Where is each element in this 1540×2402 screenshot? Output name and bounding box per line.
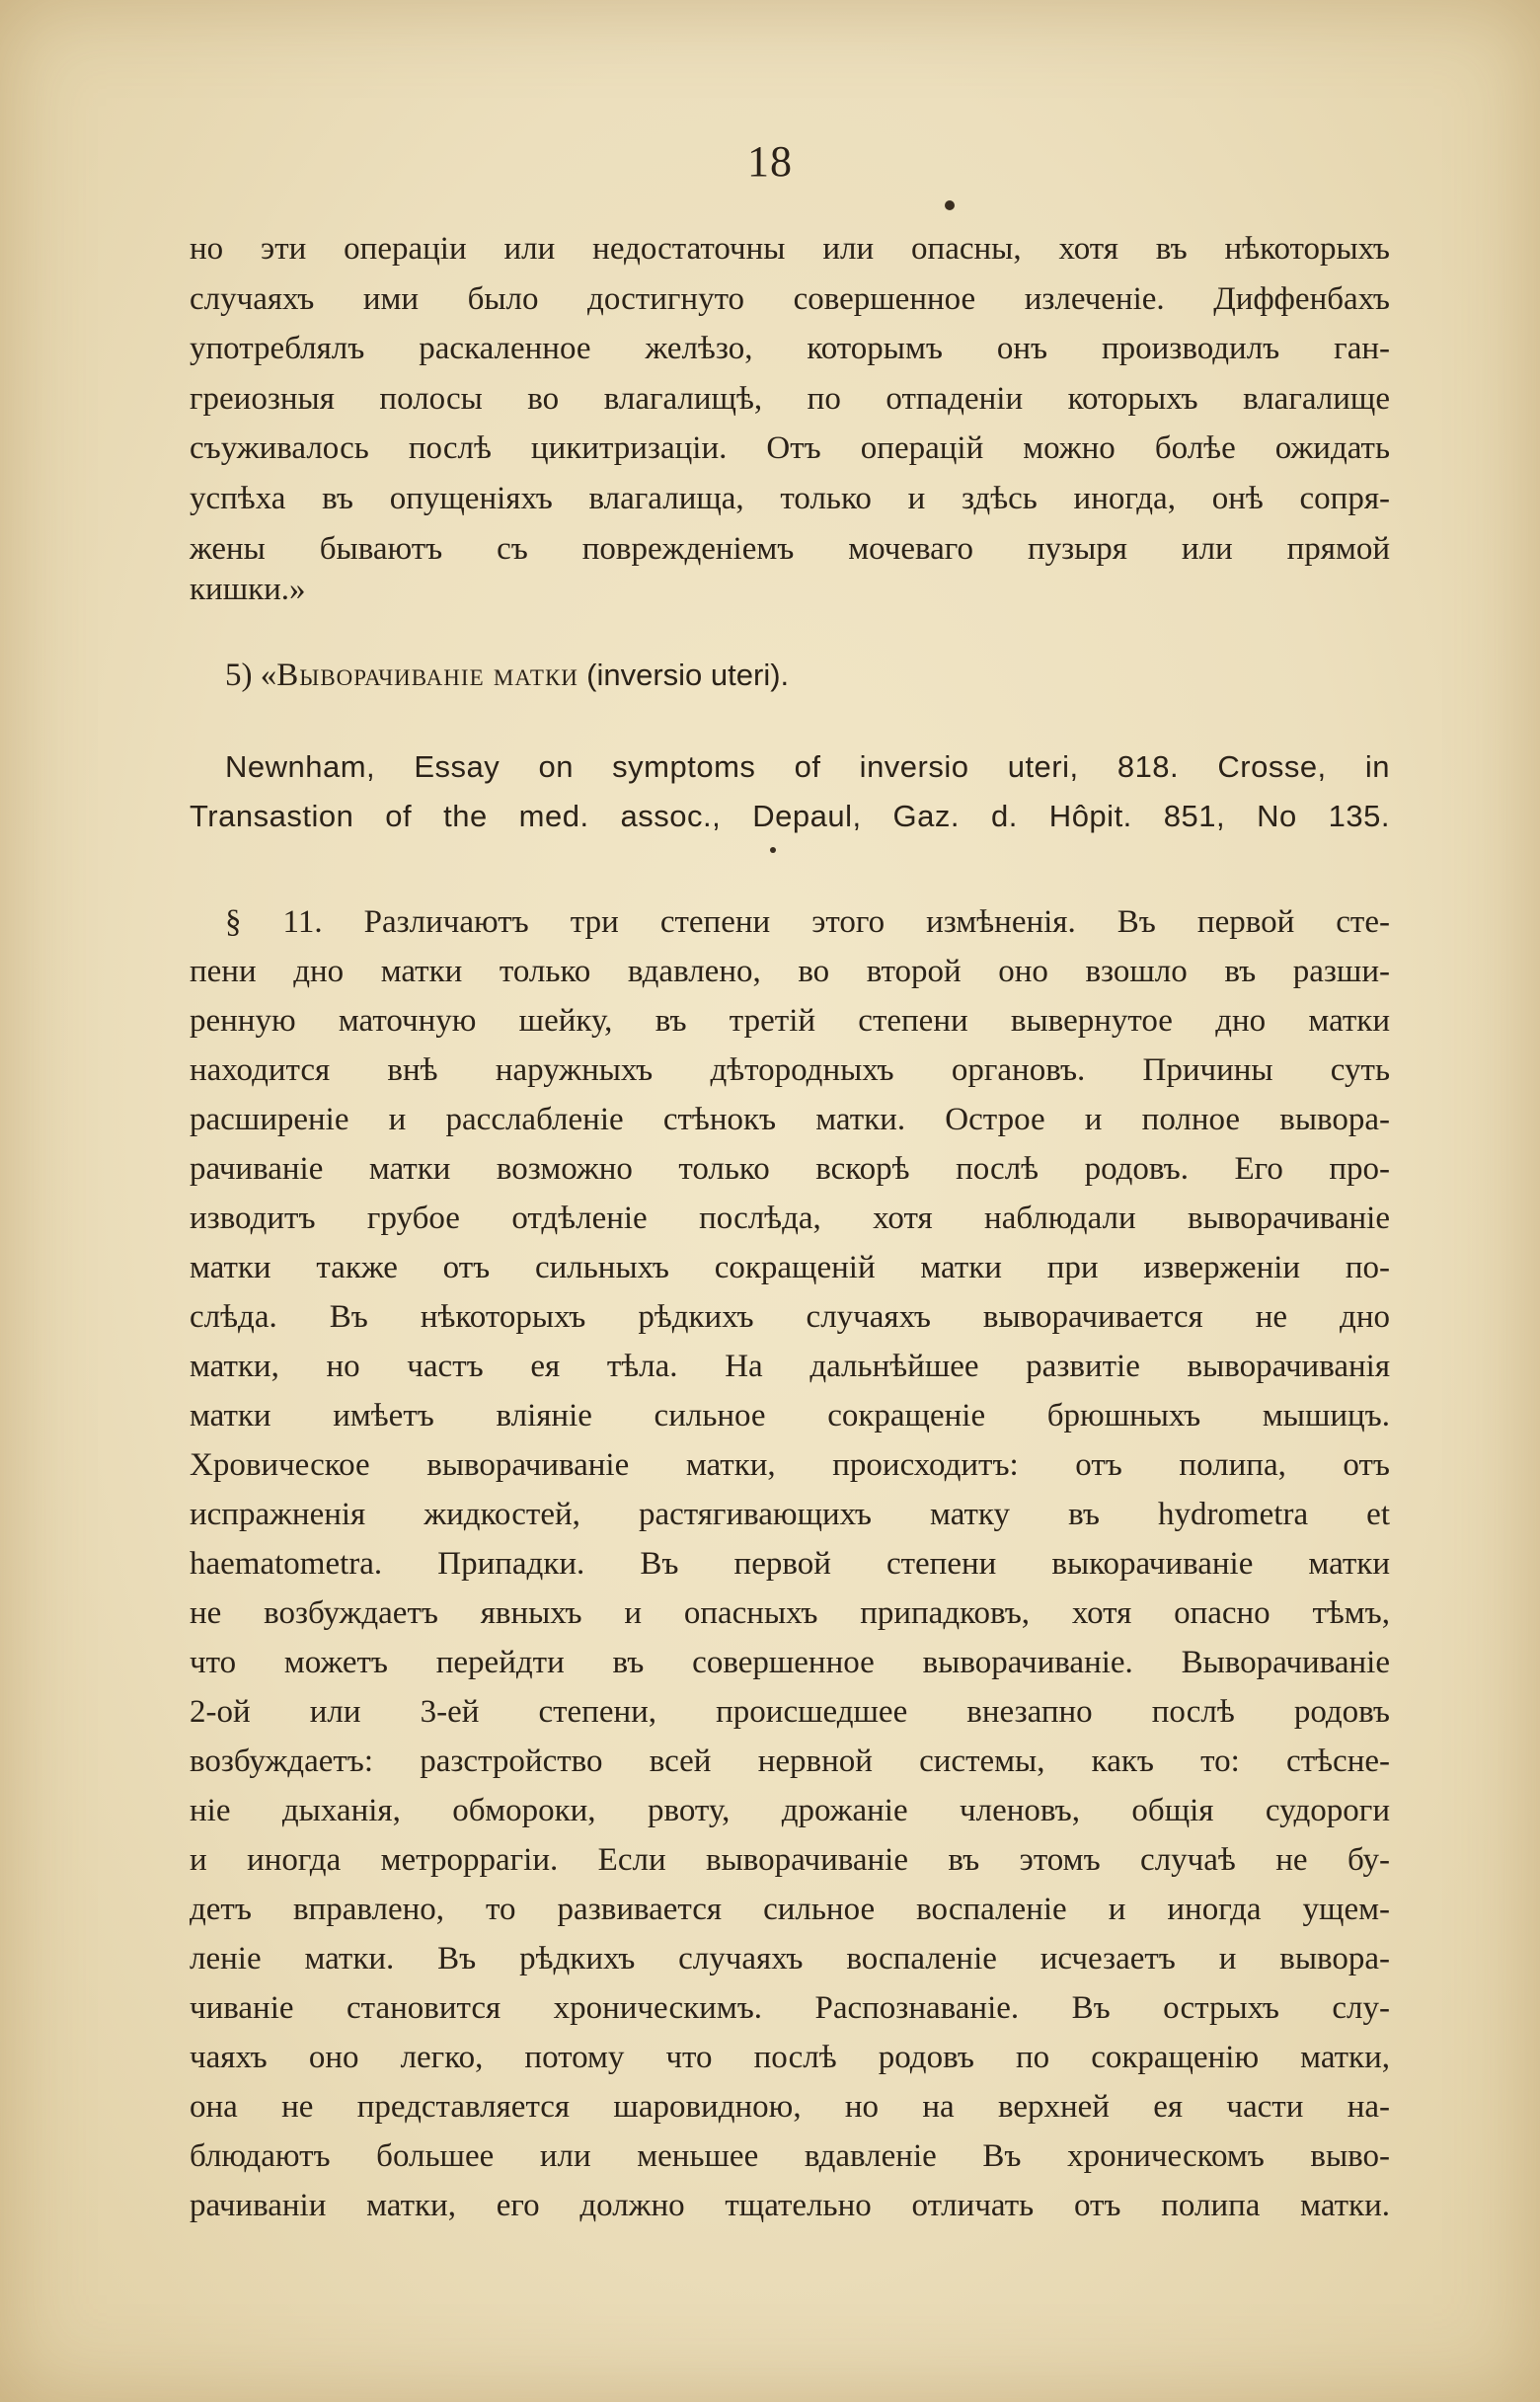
- paragraph2-line: возбуждаетъ: разстройство всей нервной системы, какъ то: стѣсне-: [190, 1743, 1390, 1779]
- paragraph2-line: блюдаютъ большее или меньшее вдавленіе Въ хроническомъ выво-: [190, 2138, 1390, 2174]
- paragraph1-line: но эти операціи или недостаточны или опасны, хотя въ нѣкоторыхъ: [190, 231, 1390, 267]
- heading-number: 5) «: [225, 658, 277, 693]
- page-number: 18: [747, 137, 793, 186]
- paragraph2-line: чаяхъ оно легко, потому что послѣ родовъ по сокращенію матки,: [190, 2040, 1390, 2075]
- paragraph1-line: кишки.»: [190, 572, 306, 607]
- reference-line: Newnham, Essay on symptoms of inversio uteri, 818. Crosse, in: [225, 749, 1390, 784]
- paragraph2-line: расширеніе и расслабленіе стѣнокъ матки. Острое и полное вывора-: [190, 1102, 1390, 1137]
- paragraph2-line: и иногда метроррагіи. Если выворачиваніе въ этомъ случаѣ не бу-: [190, 1842, 1390, 1878]
- paragraph2-line: 2-ой или 3-ей степени, происшедшее внезапно послѣ родовъ: [190, 1694, 1390, 1730]
- paragraph1-line: употреблялъ раскаленное желѣзо, которымъ онъ производилъ ган-: [190, 331, 1390, 366]
- paragraph2-line: Хровическое выворачиваніе матки, происходитъ: отъ полипа, отъ: [190, 1447, 1390, 1483]
- paragraph2-line: она не представляется шаровидною, но на верхней ея части на-: [190, 2089, 1390, 2125]
- paragraph1-line: случаяхъ ими было достигнуто совершенное излеченіе. Диффенбахъ: [190, 281, 1390, 317]
- paragraph2-line: ренную маточную шейку, въ третій степени вывернутое дно матки: [190, 1003, 1390, 1039]
- paragraph2-line: испражненія жидкостей, растягивающихъ матку въ hydrometra et: [190, 1497, 1390, 1532]
- paragraph2-line: слѣда. Въ нѣкоторыхъ рѣдкихъ случаяхъ выворачивается не дно: [190, 1299, 1390, 1335]
- paragraph2-line: матки имѣетъ вліяніе сильное сокращеніе брюшныхъ мышицъ.: [190, 1398, 1390, 1433]
- reference-line: Transastion of the med. assoc., Depaul, Gaz. d. Hôpit. 851, No 135.: [190, 799, 1390, 833]
- paragraph2-line: не возбуждаетъ явныхъ и опасныхъ припадковъ, хотя опасно тѣмъ,: [190, 1595, 1390, 1631]
- paragraph2-line: рачиваніе матки возможно только вскорѣ послѣ родовъ. Его про-: [190, 1151, 1390, 1187]
- paragraph1-line: греиозныя полосы во влагалищѣ, по отпаденіи которыхъ влагалище: [190, 381, 1390, 417]
- paragraph2-line: § 11. Различаютъ три степени этого измѣненія. Въ первой сте-: [225, 904, 1390, 940]
- ink-speck: [945, 200, 955, 210]
- heading-title: Выворачиваніе матки: [276, 658, 578, 693]
- paragraph2-line: матки, но частъ ея тѣла. На дальнѣйшее развитіе выворачиванія: [190, 1349, 1390, 1384]
- heading-latin: (inversio uteri).: [586, 658, 790, 692]
- paragraph2-line: ніе дыханія, обмороки, рвоту, дрожаніе членовъ, общія судороги: [190, 1793, 1390, 1828]
- paragraph2-line: находится внѣ наружныхъ дѣтородныхъ органовъ. Причины суть: [190, 1052, 1390, 1088]
- paragraph2-line: рачиваніи матки, его должно тщательно отличать отъ полипа матки.: [190, 2188, 1390, 2223]
- paragraph2-line: haematometra. Припадки. Въ первой степени выкорачиваніе матки: [190, 1546, 1390, 1582]
- paragraph2-line: что можетъ перейдти въ совершенное выворачиваніе. Выворачиваніе: [190, 1645, 1390, 1680]
- paragraph2-line: пени дно матки только вдавлено, во второй оно взошло въ разши-: [190, 954, 1390, 989]
- paragraph1-line: успѣха въ опущеніяхъ влагалища, только и здѣсь иногда, онѣ сопря-: [190, 481, 1390, 516]
- paragraph1-line: жены бываютъ съ поврежденіемъ мочеваго пузыря или прямой: [190, 531, 1390, 567]
- section-heading: [225, 656, 789, 695]
- paragraph2-line: леніе матки. Въ рѣдкихъ случаяхъ воспаленіе исчезаетъ и вывора-: [190, 1941, 1390, 1976]
- paragraph2-line: матки также отъ сильныхъ сокращеній матки при изверженіи по-: [190, 1250, 1390, 1285]
- paragraph2-line: изводитъ грубое отдѣленіе послѣда, хотя наблюдали выворачиваніе: [190, 1201, 1390, 1236]
- paragraph2-line: детъ вправлено, то развивается сильное воспаленіе и иногда ущем-: [190, 1892, 1390, 1927]
- paragraph2-line: чиваніе становится хроническимъ. Распознаваніе. Въ острыхъ слу-: [190, 1990, 1390, 2026]
- paragraph1-line: съуживалось послѣ цикитризаціи. Отъ операцій можно болѣе ожидать: [190, 430, 1390, 466]
- ink-speck: [770, 847, 776, 853]
